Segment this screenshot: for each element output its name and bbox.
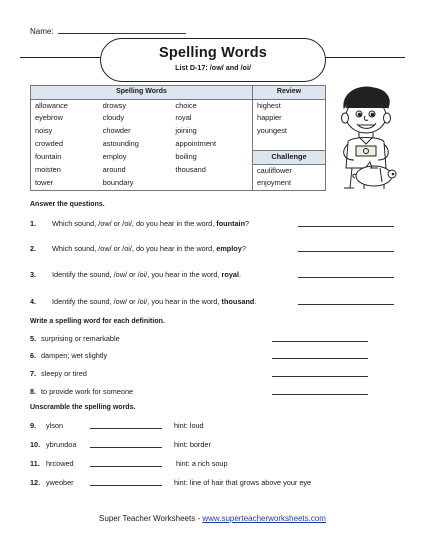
- question-word: fountain: [216, 219, 246, 228]
- name-field[interactable]: [58, 26, 186, 34]
- spelling-words-header: Spelling Words: [31, 86, 253, 100]
- definition-line-7[interactable]: [272, 376, 368, 377]
- word-cell: cloudy: [102, 113, 125, 123]
- question-punct: .: [254, 297, 257, 306]
- question-punct: .: [239, 270, 242, 279]
- word-cell: noisy: [35, 125, 53, 135]
- definition-line-5[interactable]: [272, 341, 368, 342]
- answer-section-title: Answer the questions.: [30, 201, 105, 208]
- definition-line-6[interactable]: [272, 358, 368, 359]
- definition-5: [30, 334, 260, 344]
- question-4: [30, 297, 400, 307]
- review-word-cell: highest: [252, 99, 325, 112]
- scrambled-word: ylson: [46, 421, 64, 430]
- question-text: Which sound, /ow/ or /oi/, do you hear in the word,: [52, 219, 217, 228]
- answer-line-4[interactable]: [298, 304, 394, 305]
- table-row: [31, 164, 326, 177]
- word-cell: choice: [175, 100, 197, 110]
- answer-line-1[interactable]: [298, 226, 394, 227]
- definition-text: to provide work for someone: [41, 387, 134, 396]
- footer-link[interactable]: www.superteacherworksheets.com: [202, 514, 326, 523]
- question-1: [30, 219, 400, 229]
- definition-text: surprising or remarkable: [41, 334, 120, 343]
- word-cell: around: [102, 165, 126, 175]
- question-3: [30, 270, 400, 280]
- challenge-word-cell: cauliflower: [252, 164, 325, 177]
- question-word: royal: [221, 270, 239, 279]
- question-number: 1.: [30, 219, 37, 228]
- definition-6: [30, 351, 260, 361]
- word-cell: boundary: [102, 178, 134, 188]
- word-cell: astounding: [102, 138, 139, 148]
- word-cell: chowder: [102, 125, 131, 135]
- question-number: 3.: [30, 270, 37, 279]
- word-cell: [171, 177, 252, 190]
- scramble-line-9[interactable]: [90, 428, 162, 429]
- definition-7: [30, 369, 260, 379]
- word-cell: drowsy: [102, 100, 127, 110]
- page-title: Spelling Words: [158, 45, 268, 61]
- question-number: 12.: [30, 478, 41, 487]
- challenge-header: Challenge: [252, 150, 325, 164]
- scrambled-word: yweober: [46, 478, 74, 487]
- word-cell: thousand: [175, 165, 206, 175]
- footer-brand: Super Teacher Worksheets -: [99, 514, 203, 523]
- table-row: [31, 125, 326, 138]
- question-number: 10.: [30, 440, 41, 449]
- question-number: 11.: [30, 459, 40, 468]
- review-word-cell: youngest: [252, 125, 325, 138]
- question-2: [30, 244, 400, 254]
- definition-text: sleepy or tired: [41, 369, 87, 378]
- scrambled-word: hrcowed: [46, 459, 74, 468]
- boy-with-piggy-bank-illustration: [326, 82, 406, 192]
- scrambled-word: ybrundoa: [46, 440, 77, 449]
- word-cell: moisten: [35, 165, 61, 175]
- review-empty-cell: [252, 137, 325, 150]
- scramble-10: [30, 440, 400, 450]
- scramble-9: [30, 421, 400, 431]
- answer-line-3[interactable]: [298, 277, 394, 278]
- word-cell: allowance: [35, 100, 68, 110]
- question-punct: ?: [241, 244, 246, 253]
- word-cell: joining: [175, 125, 197, 135]
- scramble-hint: hint: a rich soup: [176, 459, 228, 468]
- question-number: 5.: [30, 334, 37, 343]
- question-number: 8.: [30, 387, 37, 396]
- review-header: Review: [252, 86, 325, 100]
- question-word: employ: [216, 244, 242, 253]
- table-row: [31, 112, 326, 125]
- definition-8: [30, 387, 260, 397]
- unscramble-section-title: Unscramble the spelling words.: [30, 404, 136, 411]
- scramble-line-11[interactable]: [90, 466, 162, 467]
- question-word: thousand: [221, 297, 255, 306]
- scramble-hint: hint: loud: [174, 421, 204, 430]
- question-text: Identify the sound, /ow/ or /oi/, you hear in the word,: [52, 270, 222, 279]
- question-number: 2.: [30, 244, 37, 253]
- word-cell: crowded: [35, 138, 63, 148]
- word-cell: eyebrow: [35, 113, 63, 123]
- spelling-word-table: [30, 85, 326, 191]
- name-label: Name:: [30, 27, 54, 36]
- table-row: [31, 99, 326, 112]
- review-word-cell: happier: [252, 112, 325, 125]
- challenge-word-cell: enjoyment: [252, 177, 325, 190]
- question-number: 6.: [30, 351, 37, 360]
- list-subtitle: List D-17: /ow/ and /oi/: [175, 63, 251, 72]
- question-number: 7.: [30, 369, 37, 378]
- title-banner: [100, 38, 326, 82]
- definition-line-8[interactable]: [272, 394, 368, 395]
- scramble-line-10[interactable]: [90, 447, 162, 448]
- definition-section-title: Write a spelling word for each definition.: [30, 318, 165, 325]
- footer: [0, 514, 425, 523]
- word-cell: appointment: [175, 138, 217, 148]
- word-cell: employ: [102, 151, 127, 161]
- answer-line-2[interactable]: [298, 251, 394, 252]
- scramble-hint: hint: line of hair that grows above your eye: [174, 478, 312, 487]
- word-cell: boiling: [175, 151, 197, 161]
- scramble-line-12[interactable]: [90, 485, 162, 486]
- scramble-hint: hint: border: [174, 440, 211, 449]
- word-cell: royal: [175, 113, 192, 123]
- scramble-11: [30, 459, 400, 469]
- table-row: [31, 177, 326, 190]
- question-punct: ?: [245, 219, 250, 228]
- question-number: 9.: [30, 421, 37, 430]
- scramble-12: [30, 478, 405, 488]
- question-number: 4.: [30, 297, 37, 306]
- question-text: Identify the sound, /ow/ or /oi/, you hear in the word,: [52, 297, 222, 306]
- name-row: [30, 26, 186, 36]
- definition-text: dampen; wet slightly: [41, 351, 108, 360]
- table-row: [31, 137, 326, 150]
- table-row: [31, 150, 326, 164]
- question-text: Which sound, /ow/ or /oi/, do you hear in the word,: [52, 244, 217, 253]
- word-cell: tower: [35, 178, 54, 188]
- word-cell: fountain: [35, 151, 62, 161]
